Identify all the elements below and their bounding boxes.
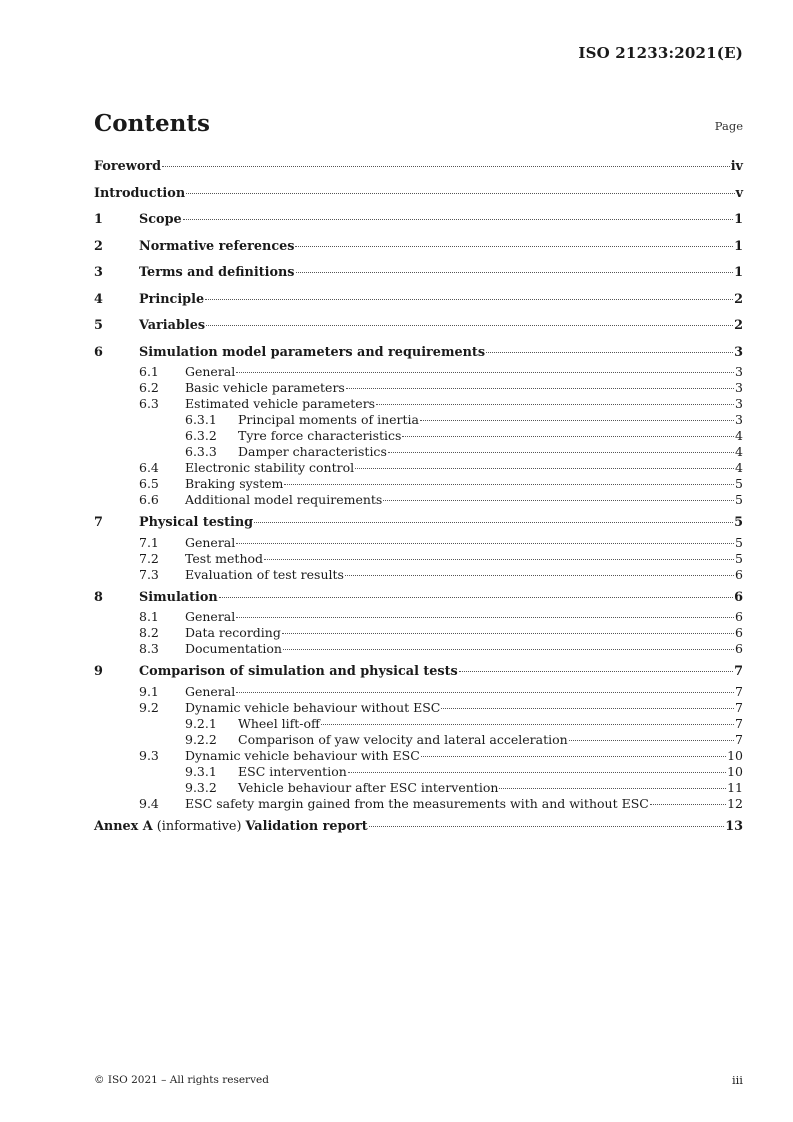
toc-entry-number: 6 [94,344,103,360]
toc-entry-number: 9.3 [139,747,159,763]
dot-leader [264,559,734,560]
toc-entry-page: 12 [727,795,743,811]
toc-entry-title: Test method [185,550,264,566]
dot-leader [321,724,734,725]
toc-entry-number: 7.1 [139,534,159,550]
toc-entry-number: 9 [94,664,103,679]
toc-entry-title: Principal moments of inertia [238,412,419,427]
dot-leader [402,436,734,437]
toc-entry-title: General [185,534,236,550]
toc-entry-page: 11 [727,779,743,795]
footer-page-number: iii [731,1073,743,1087]
toc-entry-title: Physical testing [139,515,254,530]
toc-entry-page: 4 [735,460,743,475]
toc-entry-title: Documentation [185,641,282,656]
doc-header-id: ISO 21233:2021(E) [578,44,743,62]
dot-leader [348,772,726,773]
toc-entry-title: Terms and definitions [139,265,295,280]
toc-entry[interactable] [94,155,743,179]
dot-leader [369,826,725,827]
annex-label: Annex A [94,818,153,834]
dot-leader [420,420,734,421]
toc-entry-page: v [735,185,743,201]
dot-leader [650,804,726,805]
toc-entry-title: Scope [139,212,182,227]
dot-leader [376,404,734,405]
page-column-label: Page [714,119,743,133]
toc-entry[interactable] [94,364,743,380]
dot-leader [284,484,734,485]
toc-entry[interactable] [94,764,743,780]
toc-entry-page: 5 [735,476,743,491]
toc-entry-page: 1 [734,212,743,227]
toc-entry-page: 4 [735,444,743,459]
toc-entry-number: 9.2 [139,699,159,715]
dot-leader [236,617,734,618]
dot-leader [459,671,733,672]
toc-entry[interactable] [94,444,743,460]
toc-entry[interactable] [94,428,743,444]
toc-entry[interactable] [94,208,743,232]
dot-leader [486,352,733,353]
toc-entry-number: 6.3.3 [185,444,217,459]
dot-leader [421,756,726,757]
toc-entry-title: Electronic stability control [185,460,355,475]
toc-entry[interactable] [94,261,743,285]
toc-entry-page: 7 [735,715,743,731]
dot-leader [296,272,734,273]
toc-entry-page: 5 [734,515,743,530]
toc-entry-title [94,815,368,839]
toc-entry[interactable] [94,314,743,338]
toc-entry-number: 3 [94,265,103,280]
toc-entry-page: 3 [735,380,743,395]
toc-entry-page: 6 [735,625,743,640]
toc-entry[interactable] [94,586,743,610]
toc-entry-number: 6.6 [139,492,159,507]
dot-leader [236,543,734,544]
toc-entry-title: Damper characteristics [238,444,387,459]
toc-entry-page: 6 [735,566,743,582]
toc-entry-page: 7 [735,699,743,715]
page-title: Contents [94,110,210,137]
toc-entry-number: 2 [94,238,103,254]
toc-entry[interactable] [94,660,743,684]
dot-leader [254,522,733,523]
toc-entry-number: 1 [94,212,103,227]
toc-entry-title: Basic vehicle parameters [185,380,345,395]
toc-entry-title: Variables [139,318,206,333]
toc-entry-page: iv [730,159,743,174]
toc-entry[interactable] [94,796,743,812]
annex-title: Validation report [245,818,368,834]
toc-entry[interactable] [94,396,743,412]
toc-entry-title: Estimated vehicle parameters [185,396,376,411]
toc-entry-page: 7 [735,683,743,699]
toc-entry-page: 6 [734,589,743,605]
toc-entry[interactable] [94,780,743,796]
toc-entry-number: 6.1 [139,364,159,379]
toc-entry-number: 7 [94,515,103,530]
toc-entry-number: 4 [94,291,103,307]
dot-leader [499,788,726,789]
dot-leader [236,372,734,373]
toc-entry-page: 7 [735,731,743,747]
toc-entry-number: 7.3 [139,566,159,582]
toc-entry-number: 8.2 [139,625,159,640]
dot-leader [162,166,730,167]
toc-entry[interactable] [94,412,743,428]
toc-entry-title: General [185,609,236,624]
toc-entry-page: 2 [734,291,743,307]
toc-entry-number: 8 [94,589,103,605]
toc-entry-page: 3 [735,396,743,411]
toc-entry-page: 5 [735,534,743,550]
toc-entry-page: 3 [734,344,743,360]
dot-leader [283,649,734,650]
toc-entry[interactable] [94,815,743,839]
toc-entry[interactable] [94,732,743,748]
toc-entry-number: 6.3.1 [185,412,217,427]
dot-leader [441,708,734,709]
annex-type: (informative) [152,818,246,834]
toc-entry[interactable] [94,476,743,492]
dot-leader [219,597,733,598]
toc-entry-title: ESC intervention [238,763,347,779]
toc-entry-title: Wheel lift-off [238,715,320,731]
toc-entry-page: 2 [734,318,743,333]
toc-entry[interactable] [94,492,743,508]
toc-entry[interactable] [94,625,743,641]
toc-entry-page: 10 [727,747,743,763]
toc-entry-title: Comparison of yaw velocity and lateral acceleration [238,731,568,747]
toc-entry[interactable] [94,609,743,625]
toc-entry[interactable] [94,700,743,716]
toc-entry-page: 10 [727,763,743,779]
toc-entry-title: Evaluation of test results [185,566,344,582]
toc-entry[interactable] [94,684,743,700]
toc-entry-number: 9.4 [139,795,159,811]
dot-leader [346,388,734,389]
dot-leader [186,193,734,194]
toc-entry-number: 5 [94,318,103,333]
toc-entry[interactable] [94,641,743,657]
toc-entry-page: 4 [735,428,743,443]
dot-leader [206,325,733,326]
toc-entry-number: 6.3 [139,396,159,411]
toc-entry-title: Foreword [94,159,162,174]
toc-entry[interactable] [94,535,743,551]
dot-leader [282,633,734,634]
toc-entry-page: 3 [735,412,743,427]
toc-entry[interactable] [94,460,743,476]
toc-entry-title: Simulation [139,589,218,605]
dot-leader [236,692,734,693]
dot-leader [383,500,734,501]
toc-entry[interactable] [94,235,743,259]
toc-entry-number: 8.3 [139,641,159,656]
toc-entry-page: 5 [735,550,743,566]
toc-entry[interactable] [94,716,743,732]
dot-leader [205,299,733,300]
toc-entry-title: Vehicle behaviour after ESC intervention [238,779,499,795]
toc-entry-page: 5 [735,492,743,507]
table-of-contents [94,155,743,838]
toc-entry-title: ESC safety margin gained from the measurements with and without ESC [185,795,649,811]
toc-entry-page: 1 [734,265,743,280]
toc-entry[interactable] [94,182,743,206]
toc-entry-number: 9.3.2 [185,779,217,795]
toc-entry[interactable] [94,551,743,567]
toc-entry-number: 6.3.2 [185,428,217,443]
toc-entry-number: 8.1 [139,609,159,624]
dot-leader [183,219,733,220]
dot-leader [345,575,734,576]
toc-entry-title: Dynamic vehicle behaviour without ESC [185,699,441,715]
toc-entry-title: General [185,364,236,379]
toc-entry-page: 6 [735,609,743,624]
toc-entry-title: Dynamic vehicle behaviour with ESC [185,747,420,763]
toc-entry-number: 9.2.1 [185,715,217,731]
toc-entry-page: 3 [735,364,743,379]
toc-entry-title: Braking system [185,476,284,491]
toc-entry[interactable] [94,748,743,764]
dot-leader [569,740,734,741]
toc-entry-title: General [185,683,236,699]
toc-entry-title: Comparison of simulation and physical tests [139,664,458,679]
toc-entry-title: Principle [139,291,205,307]
toc-entry-number: 7.2 [139,550,159,566]
footer-copyright: © ISO 2021 – All rights reserved [94,1074,269,1086]
toc-entry-number: 6.2 [139,380,159,395]
toc-entry-title: Additional model requirements [185,492,383,507]
toc-entry[interactable] [94,567,743,583]
toc-entry-number: 9.2.2 [185,731,217,747]
toc-entry-title: Normative references [139,238,295,254]
toc-entry[interactable] [94,380,743,396]
toc-entry-number: 6.4 [139,460,159,475]
toc-entry[interactable] [94,511,743,535]
toc-entry-number: 9.1 [139,683,159,699]
toc-entry-title: Introduction [94,185,186,201]
toc-entry-page: 13 [725,818,743,834]
toc-entry-page: 7 [734,664,743,679]
dot-leader [295,246,733,247]
toc-entry[interactable] [94,341,743,365]
toc-entry-page: 6 [735,641,743,656]
toc-entry-title: Simulation model parameters and requirements [139,344,486,360]
toc-entry-number: 6.5 [139,476,159,491]
toc-entry-title: Data recording [185,625,281,640]
dot-leader [355,468,734,469]
toc-entry-number: 9.3.1 [185,763,217,779]
toc-entry[interactable] [94,288,743,312]
dot-leader [388,452,734,453]
toc-entry-title: Tyre force characteristics [238,428,402,443]
toc-entry-page: 1 [734,238,743,254]
